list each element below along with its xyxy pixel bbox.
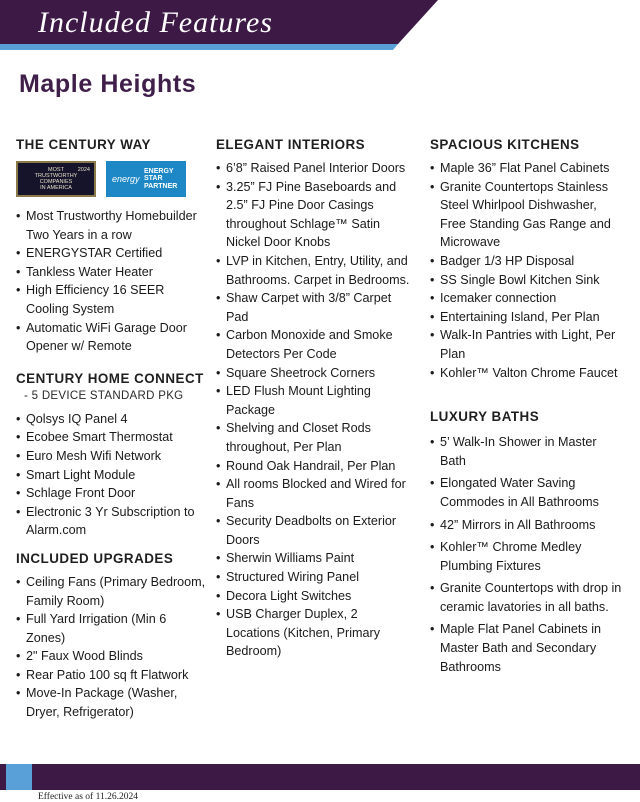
list-item: • Structured Wiring Panel — [216, 570, 359, 585]
list-item: • LED Flush Mount Lighting Package — [216, 384, 371, 417]
list-item: • Badger 1/3 HP Disposal — [430, 253, 575, 268]
list-item: • Square Sheetrock Corners — [216, 365, 376, 380]
community-name: Maple Heights — [19, 70, 197, 98]
list-item: • Icemaker connection — [430, 291, 557, 306]
list-item: • 6’8” Raised Panel Interior Doors — [216, 161, 406, 175]
list-item: • Full Yard Irrigation (Min 6 Zones) — [16, 612, 167, 645]
section-title-kitchens: SPACIOUS KITCHENS — [430, 137, 580, 152]
list-item: • Smart Light Module — [16, 467, 136, 482]
list-item: • All rooms Blocked and Wired for Fans — [216, 477, 406, 510]
list-item: • Elongated Water Saving Commodes in All Bathrooms — [430, 476, 599, 509]
list-item: • Security Deadbolts on Exterior Doors — [216, 514, 397, 547]
list-item: • Carbon Monoxide and Smoke Detectors Per Code — [216, 328, 393, 361]
list-item: • Walk-In Pantries with Light, Per Plan — [430, 328, 616, 361]
award-badges — [16, 161, 206, 197]
list-item: • Maple 36” Flat Panel Cabinets — [430, 161, 610, 175]
list-item: • Euro Mesh Wifi Network — [16, 448, 162, 463]
section-subtitle: - 5 DEVICE STANDARD PKG — [24, 389, 184, 402]
century-way-list — [16, 207, 206, 356]
kitchens-list — [430, 159, 625, 382]
list-item: • USB Charger Duplex, 2 Locations (Kitchen, Primary Bedroom) — [216, 607, 380, 659]
list-item: • Automatic WiFi Garage Door Opener w/ Remote — [16, 320, 187, 354]
list-item: • Shaw Carpet with 3/8” Carpet Pad — [216, 291, 392, 324]
column-left — [16, 136, 206, 722]
list-item: • Entertaining Island, Per Plan — [430, 309, 600, 324]
list-item: • Kohler™ Chrome Medley Plumbing Fixtures — [430, 540, 582, 573]
list-item: • Most Trustworthy Homebuilder Two Years in a row — [16, 209, 197, 242]
list-item: • SS Single Bowl Kitchen Sink — [430, 272, 600, 287]
trustworthy-badge: MOST TRUSTWORTHY COMPANIES IN AMERICA 2024 — [16, 161, 96, 197]
effective-date: Effective as of 11.26.2024 — [38, 792, 138, 802]
list-item: • 3.25” FJ Pine Baseboards and 2.5” FJ Pine Door Casings throughout Schlage™ Satin Nickel Door Knobs — [216, 179, 397, 250]
list-item: • Rear Patio 100 sq ft Flatwork — [16, 667, 189, 682]
column-middle — [216, 136, 412, 661]
section-title-home-connect: CENTURY HOME CONNECT — [16, 370, 204, 386]
list-item: • 2" Faux Wood Blinds — [16, 649, 143, 664]
list-item: • LVP in Kitchen, Entry, Utility, and Bathrooms. Carpet in Bedrooms. — [216, 253, 410, 287]
list-item: • Tankless Water Heater — [16, 264, 153, 279]
list-item: • Qolsys IQ Panel 4 — [16, 411, 128, 426]
baths-list — [430, 433, 625, 676]
energy-star-logo-icon: energy — [112, 174, 140, 184]
list-item: • Schlage Front Door — [16, 486, 136, 501]
list-item: • 5’ Walk-In Shower in Master Bath — [430, 435, 597, 468]
footer-bar — [0, 764, 640, 790]
section-title-baths: LUXURY BATHS — [430, 409, 540, 425]
section-title-upgrades: INCLUDED UPGRADES — [16, 550, 174, 566]
list-item: • Maple Flat Panel Cabinets in Master Bath and Secondary Bathrooms — [430, 622, 602, 674]
list-item: • Shelving and Closet Rods throughout, Per Plan — [216, 421, 371, 454]
list-item: • Granite Countertops with drop in ceramic lavatories in all baths. — [430, 581, 622, 614]
section-title-interiors: ELEGANT INTERIORS — [216, 137, 366, 152]
energy-star-badge: energy ENERGY STAR PARTNER — [106, 161, 186, 197]
list-item: • ENERGYSTAR Certified — [16, 246, 163, 261]
list-item: • Kohler™ Valton Chrome Faucet — [430, 365, 618, 380]
section-title-century-way: THE CENTURY WAY — [16, 137, 151, 152]
list-item: • Decora Light Switches — [216, 588, 352, 603]
interiors-list — [216, 159, 412, 661]
list-item: • Move-In Package (Washer, Dryer, Refrigerator) — [16, 686, 178, 720]
list-item: • High Efficiency 16 SEER Cooling System — [16, 283, 165, 316]
upgrades-list — [16, 573, 206, 722]
banner-title: Included Features — [38, 6, 273, 39]
column-right — [430, 136, 625, 676]
home-connect-list — [16, 410, 206, 540]
list-item: • 42” Mirrors in All Bathrooms — [430, 517, 596, 532]
list-item: • Ceiling Fans (Primary Bedroom, Family Room) — [16, 574, 206, 608]
footer-accent-square — [6, 764, 32, 790]
list-item: • Round Oak Handrail, Per Plan — [216, 458, 396, 473]
list-item: • Electronic 3 Yr Subscription to Alarm.com — [16, 504, 195, 538]
list-item: • Ecobee Smart Thermostat — [16, 430, 173, 445]
list-item: • Granite Countertops Stainless Steel Whirlpool Dishwasher, Free Standing Gas Range and Microwave — [430, 179, 611, 250]
list-item: • Sherwin Williams Paint — [216, 551, 355, 566]
